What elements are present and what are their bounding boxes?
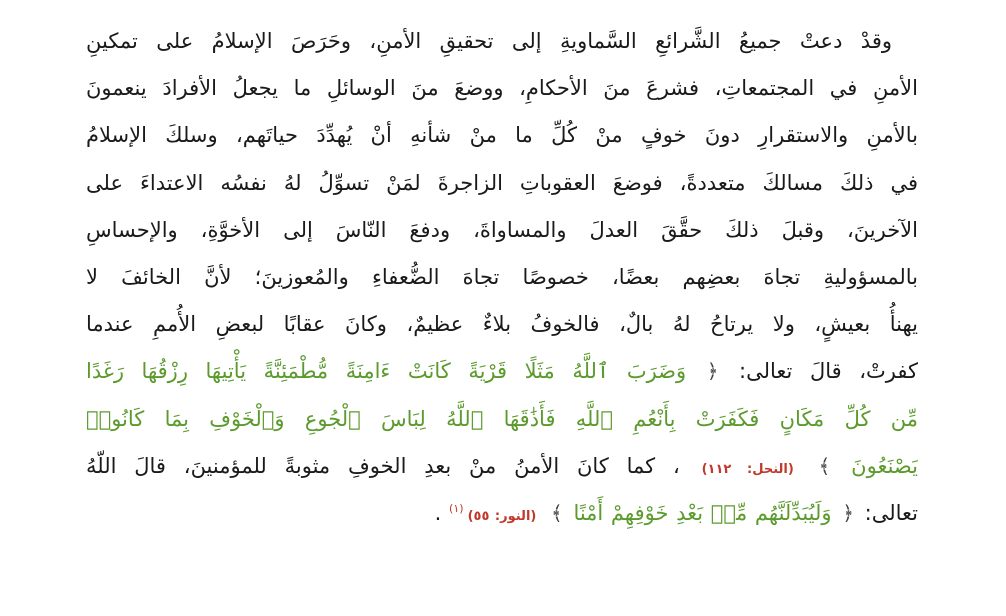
end-punctuation: . (434, 500, 442, 525)
continuation-text: ، كما كانَ الأمنُ منْ بعدِ الخوفِ مثوبةً للمؤمنينَ، قالَ اللّهُ (86, 453, 680, 478)
paragraph-line-3: بالأمنِ والاستقرارِ دونَ خوفٍ منْ كُلِّ ما منْ شأنهِ أنْ يُهدِّدَ حياتَهم، وسلكَ الإسلامُ (86, 123, 918, 148)
paragraph-line-2: الأمنِ في المجتمعاتِ، فشرعَ منَ الأحكامِ، ووضعَ منَ الوسائلِ ما يجعلُ الأفرادَ ينعمونَ (86, 76, 918, 101)
paragraph-line-10 (86, 443, 918, 490)
ornament-close-icon: ﴾ (818, 453, 831, 478)
ornament-open-icon: ﴿ (706, 359, 719, 384)
intro-text-2: تعالى: (856, 500, 918, 525)
quran-verse-1-part-2: مِّن كُلِّ مَكَانٍ فَكَفَرَتْ بِأَنْعُمِ ٱللَّهِ فَأَذَٰقَهَا ٱللَّهُ لِبَاسَ ٱلْجُوعِ وَٱلْخَوْفِ بِمَا كَانُوا۟ (86, 406, 918, 431)
quran-verse-2: وَلَيُبَدِّلَنَّهُم مِّنۢ بَعْدِ خَوْفِهِمْ أَمْنًا (573, 500, 832, 525)
ornament-open-icon-2: ﴿ (842, 500, 854, 525)
paragraph-line-7: يهنأُ بعيشٍ، ولا يرتاحُ لهُ بالٌ، فالخوفُ بلاءٌ عظيمٌ، وكانَ عقابًا لبعضِ الأُممِ عندما (86, 312, 918, 337)
footnote-marker[interactable]: (١) (449, 501, 464, 515)
paragraph-line-8 (86, 348, 918, 395)
paragraph-line-6: بالمسؤوليةِ تجاهَ بعضِهم بعضًا، خصوصًا تجاهَ الضُّعفاءِ والمُعوزينَ؛ لأنَّ الخائفَ لا (86, 264, 918, 289)
paragraph-line-4: في ذلكَ مسالكَ متعددةً، فوضعَ العقوباتِ الزاجرةَ لمَنْ تسوِّلُ لهُ نفسُه الاعتداءَ على (86, 170, 918, 195)
paragraph-line-5: الآخرينَ، وقبلَ ذلكَ حقَّقَ العدلَ والمساواةَ، ودفعَ النّاسَ إلى الأخوَّةِ، والإحساسِ (86, 217, 918, 242)
paragraph-line-9 (86, 396, 918, 443)
paragraph-line-11 (86, 490, 918, 537)
verse-2-reference: (النور: ٥٥) (467, 508, 537, 524)
quran-verse-1-part-3: يَصْنَعُونَ (851, 453, 918, 478)
verse-1-reference: (النحل: ١١٢) (701, 461, 794, 477)
paragraph-line-1: وقدْ دعتْ جميعُ الشَّرائعِ السَّماويةِ إلى تحقيقِ الأمنِ، وحَرَصَ الإسلامُ على تمكينِ (86, 29, 892, 53)
ornament-close-icon-2: ﴾ (551, 500, 563, 525)
intro-text: كفرتْ، قالَ تعالى: (721, 359, 918, 384)
quran-verse-1-part-1: وَضَرَبَ ٱللَّهُ مَثَلًا قَرْيَةً كَانَتْ ءَامِنَةً مُّطْمَئِنَّةً يَأْتِيهَا رِزْقُهَا رَغَدًا (86, 359, 687, 384)
